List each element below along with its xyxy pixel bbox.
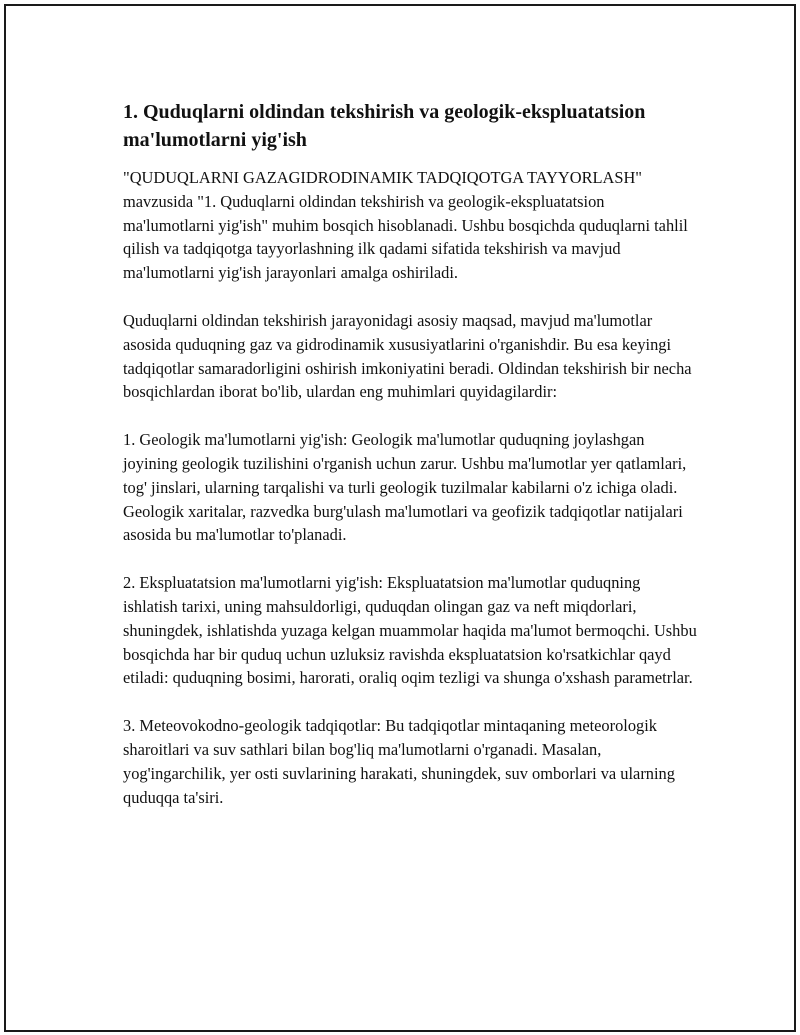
paragraph-geological-data: 1. Geologik ma'lumotlarni yig'ish: Geologik ma'lumotlar quduqning joylashgan joyining geologik tuzilishini o'rganish uchun zarur. Ushbu ma'lumotlar yer qatlamlari, tog' jinslari, ularning tarqalishi va turli geologik tuzilmalar kabilarni o'z ichiga oladi. Geologik xaritalar, razvedka burg'ulash ma'lumotlari va geofizik tadqiqotlar natijalari asosida bu ma'lumotlar to'planadi. bbox=[123, 430, 687, 545]
paragraph-meteo-studies: 3. Meteovokodno-geologik tadqiqotlar: Bu tadqiqotlar mintaqaning meteorologik sharoitlari va suv sathlari bilan bog'liq ma'lumotlarni o'rganadi. Masalan, yog'ingarchilik, yer osti suvlarining harakati, shuningdek, suv omborlari va ularning quduqqa ta'siri. bbox=[123, 716, 675, 807]
paragraph-operational-data: 2. Ekspluatatsion ma'lumotlarni yig'ish: Ekspluatatsion ma'lumotlar quduqning ishlatish tarixi, uning mahsuldorligi, quduqdan olingan gaz va neft miqdorlari, shuningdek, ishlatishda yuzaga kelgan muammolar haqida ma'lumot bermoqchi. Ushbu bosqichda har bir quduq uchun uzluksiz ravishda ekspluatatsion ko'rsatkichlar qayd etiladi: quduqning bosimi, harorati, oraliq oqim tezligi va shunga o'xshash parametrlar. bbox=[123, 573, 697, 688]
paragraph-intro: "QUDUQLARNI GAZAGIDRODINAMIK TADQIQOTGA TAYYORLASH" mavzusida "1. Quduqlarni oldindan tekshirish va geologik-ekspluatatsion ma'lumotlarni yig'ish" muhim bosqich hisoblanadi. Ushbu bosqichda quduqlarni tahlil qilish va tadqiqotga tayyorlashning ilk qadami sifatida tekshirish va mavjud ma'lumotlarni yig'ish jarayonlari amalga oshiriladi. bbox=[123, 168, 688, 283]
paragraph-purpose: Quduqlarni oldindan tekshirish jarayonidagi asosiy maqsad, mavjud ma'lumotlar asosida quduqning gaz va gidrodinamik xususiyatlarini o'rganishdir. Bu esa keyingi tadqiqotlar samaradorligini oshirish imkoniyatini beradi. Oldindan tekshirish bir necha bosqichlardan iborat bo'lib, ulardan eng muhimlari quyidagilardir: bbox=[123, 310, 692, 402]
document-body bbox=[123, 98, 698, 833]
section-heading: 1. Quduqlarni oldindan tekshirish va geologik-ekspluatatsion ma'lumotlarni yig'ish bbox=[123, 101, 646, 151]
page-frame bbox=[4, 4, 796, 1032]
